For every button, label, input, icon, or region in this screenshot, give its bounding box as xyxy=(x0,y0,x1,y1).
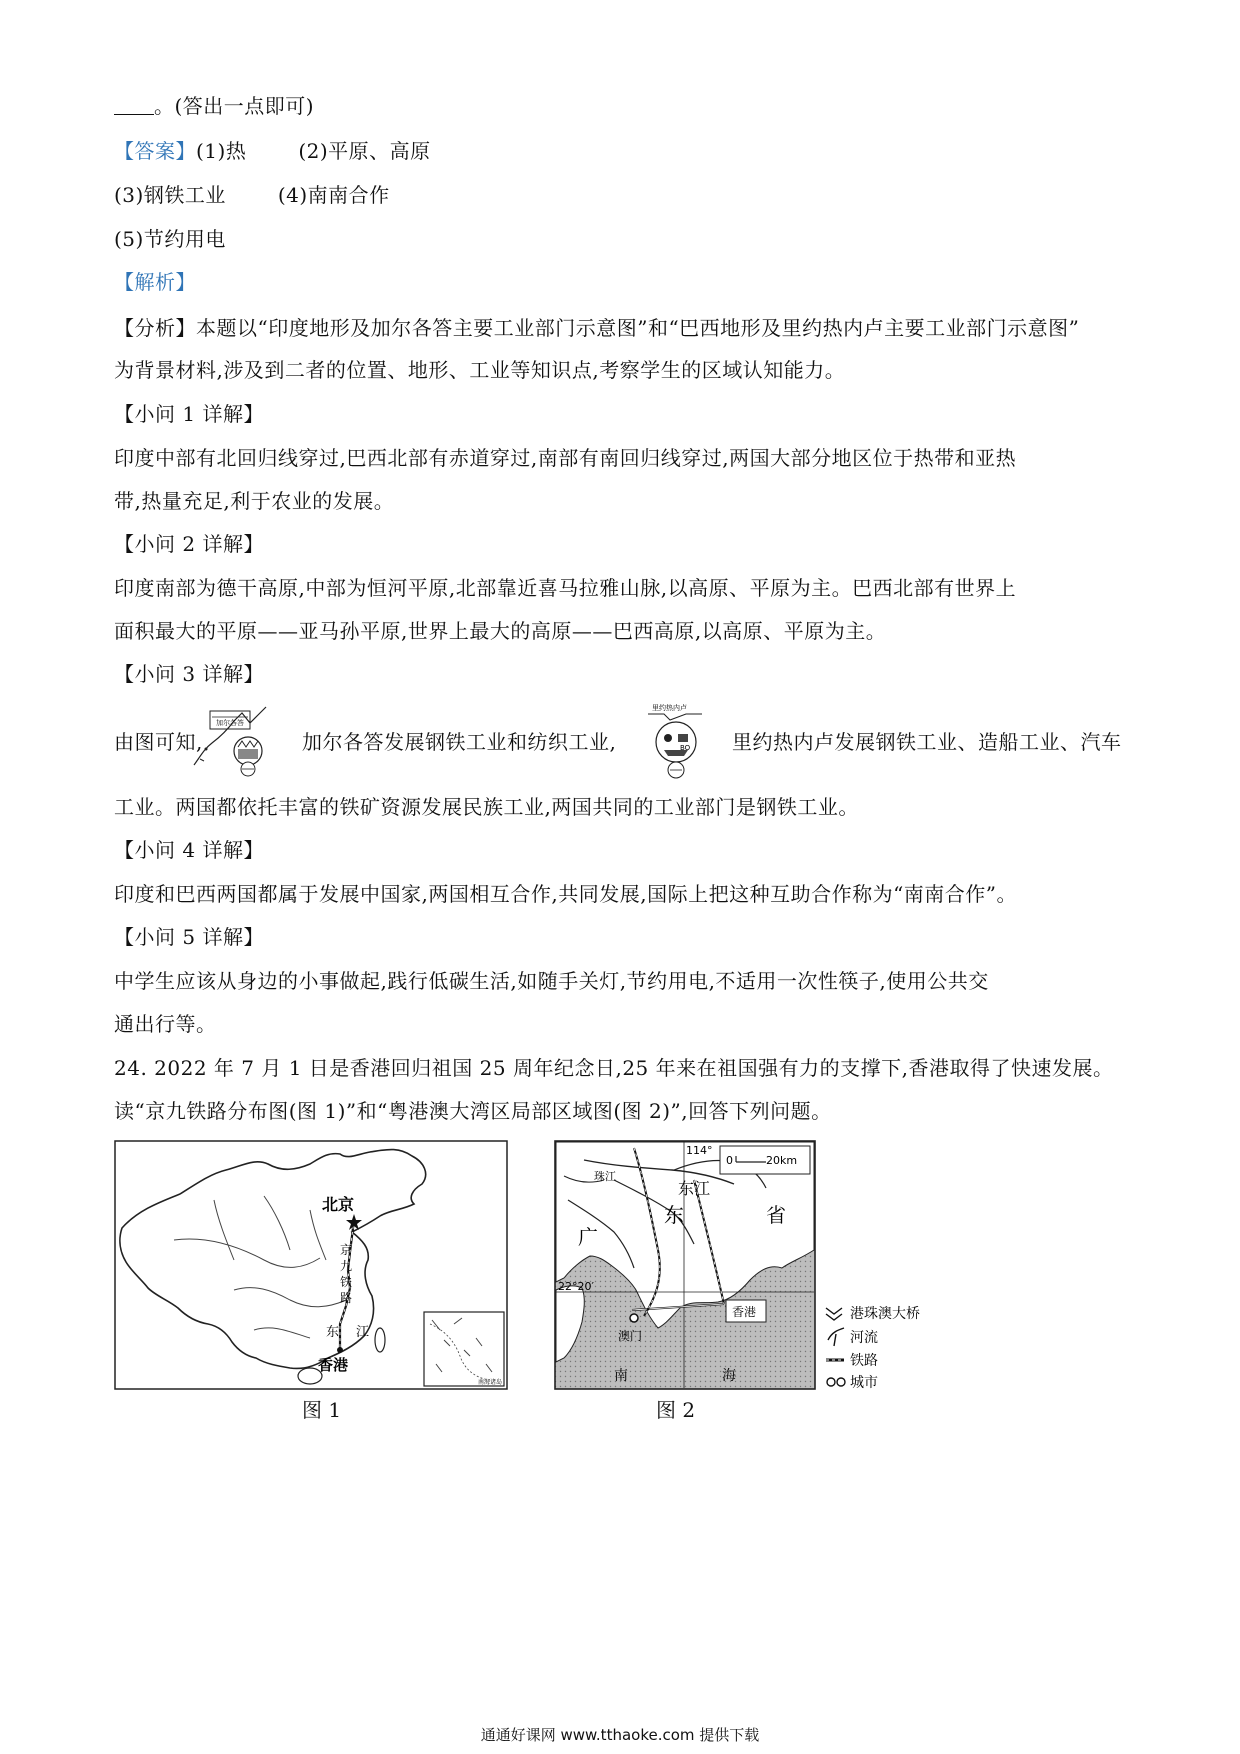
answer-label: 【答案】 xyxy=(114,139,196,163)
jiang-label: 江 xyxy=(356,1325,370,1340)
rio-industry-icon xyxy=(640,700,712,782)
scale-value: 20km xyxy=(766,1154,798,1167)
q2-line-2: 面积最大的平原——亚马孙平原,世界上最大的高原——巴西高原,以高原、平原为主。 xyxy=(114,619,887,643)
dong-label: 东 xyxy=(326,1325,340,1340)
rail-char-3: 铁 xyxy=(340,1275,353,1289)
kolkata-label: 加尔各答 xyxy=(216,719,244,727)
q4-line-1: 印度和巴西两国都属于发展中国家,两国相互合作,共同发展,国际上把这种互助合作称为“南南合作”。 xyxy=(114,882,1018,906)
legend-city: 城市 xyxy=(850,1375,878,1390)
q3-line-2: 工业。两国都依托丰富的铁矿资源发展民族工业,两国共同的工业部门是钢铁工业。 xyxy=(114,795,859,819)
answer-5: (5)节约用电 xyxy=(114,227,226,251)
legend-railway: 铁路 xyxy=(850,1353,878,1369)
figure-2-legend xyxy=(826,1305,920,1390)
q4-heading: 【小问 4 详解】 xyxy=(114,838,264,862)
analysis-label: 【解析】 xyxy=(114,270,196,294)
answer-2: (2)平原、高原 xyxy=(298,139,431,163)
analysis-paragraph-line-2: 为背景材料,涉及到二者的位置、地形、工业等知识点,考察学生的区域认知能力。 xyxy=(114,358,846,382)
blank-suffix-text: 。(答出一点即可) xyxy=(154,94,315,118)
q1-line-2: 带,热量充足,利于农业的发展。 xyxy=(114,489,395,513)
legend-river: 河流 xyxy=(850,1330,878,1346)
answer-line-2 xyxy=(114,181,390,209)
latitude-label: 22°20′ xyxy=(558,1280,594,1293)
beijing-label: 北京 xyxy=(322,1195,355,1214)
q24-line-1: 24. 2022 年 7 月 1 日是香港回归祖国 25 周年纪念日,25 年来在祖国强有力的支撑下,香港取得了快速发展。 xyxy=(114,1056,1114,1080)
q3-text-c: 里约热内卢发展钢铁工业、造船工业、汽车 xyxy=(732,730,1122,754)
svg-text:BO: BO xyxy=(680,744,691,752)
zhujiang-label: 珠江 xyxy=(594,1170,616,1183)
figure-2-map xyxy=(554,1140,960,1390)
answer-1: (1)热 xyxy=(196,139,247,163)
q24-line-2: 读“京九铁路分布图(图 1)”和“粤港澳大湾区局部区域图(图 2)”,回答下列问题。 xyxy=(114,1099,832,1123)
q5-line-1: 中学生应该从身边的小事做起,践行低碳生活,如随手关灯,节约用电,不适用一次性筷子,使用公共交 xyxy=(114,969,989,993)
fill-blank xyxy=(114,94,154,115)
aomen-label: 澳门 xyxy=(618,1329,643,1343)
rio-label: 里约热内卢 xyxy=(652,704,687,712)
q2-line-1: 印度南部为德干高原,中部为恒河平原,北部靠近喜马拉雅山脉,以高原、平原为主。巴西北部有世界上 xyxy=(114,576,1017,600)
q3-text-b: 加尔各答发展钢铁工业和纺织工业, xyxy=(302,730,617,754)
hongkong-label-fig1: 香港 xyxy=(318,1356,349,1374)
legend-bridge: 港珠澳大桥 xyxy=(850,1306,920,1322)
answer-line-1 xyxy=(114,137,431,165)
answer-line-3 xyxy=(114,225,226,253)
page-footer: 通通好课网 www.tthaoke.com 提供下载 xyxy=(480,1726,760,1744)
scale-zero: 0 xyxy=(726,1154,733,1167)
q3-text-a: 由图可知, xyxy=(114,730,203,754)
analysis-paragraph-line-1: 【分析】本题以“印度地形及加尔各答主要工业部门示意图”和“巴西地形及里约热内卢主要工业部门示意图” xyxy=(114,316,1080,340)
dongjiang-label: 东江 xyxy=(678,1179,711,1198)
hongkong-label-fig2: 香港 xyxy=(732,1305,757,1319)
figure-2-caption: 图 2 xyxy=(656,1398,696,1422)
answer-4: (4)南南合作 xyxy=(277,183,390,207)
figure-1-caption: 图 1 xyxy=(302,1398,342,1422)
q3-heading: 【小问 3 详解】 xyxy=(114,662,264,686)
answer-blank-line xyxy=(114,92,314,120)
answer-3: (3)钢铁工业 xyxy=(114,183,226,207)
q2-heading: 【小问 2 详解】 xyxy=(114,532,264,556)
rail-char-4: 路 xyxy=(340,1291,353,1305)
figure-1-map xyxy=(114,1140,508,1390)
rail-char-2: 九 xyxy=(340,1259,353,1273)
q5-line-2: 通出行等。 xyxy=(114,1012,217,1036)
q1-heading: 【小问 1 详解】 xyxy=(114,402,264,426)
kolkata-industry-icon xyxy=(190,703,294,779)
q5-heading: 【小问 5 详解】 xyxy=(114,925,264,949)
hai-label: 海 xyxy=(722,1368,736,1384)
sheng-label: 省 xyxy=(766,1203,786,1227)
inset-note: 南海诸岛 xyxy=(478,1379,503,1386)
dong-label-fig2: 东 xyxy=(664,1203,684,1227)
longitude-label: 114° xyxy=(686,1144,713,1157)
rail-char-1: 京 xyxy=(340,1243,353,1257)
guang-label: 广 xyxy=(578,1225,598,1249)
q1-line-1: 印度中部有北回归线穿过,巴西北部有赤道穿过,南部有南回归线穿过,两国大部分地区位于热带和亚热 xyxy=(114,446,1017,470)
nan-label: 南 xyxy=(614,1368,628,1384)
